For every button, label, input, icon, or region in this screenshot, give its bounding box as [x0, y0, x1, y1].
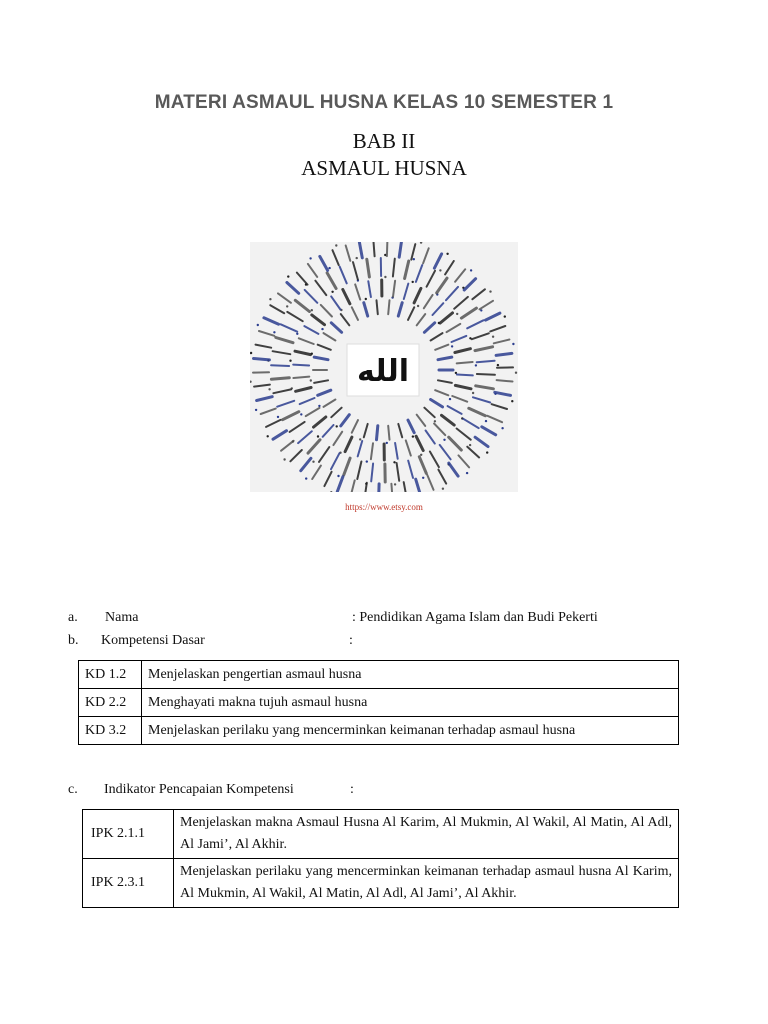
- kompetensi-dasar-table: [78, 660, 679, 745]
- calligraphy-stroke: [477, 374, 495, 375]
- calligraphy-dot: [317, 435, 319, 437]
- table-row: [79, 717, 679, 745]
- section-a-value: : Pendidikan Agama Islam dan Budi Pekerti: [352, 610, 598, 625]
- kd-code: KD 2.2: [79, 689, 142, 717]
- kd-code: KD 1.2: [79, 661, 142, 689]
- calligraphy-dot: [287, 275, 289, 277]
- calligraphy-dot: [512, 343, 514, 345]
- calligraphy-dot: [449, 398, 451, 400]
- calligraphy-dot: [257, 324, 259, 326]
- calligraphy-stroke: [379, 484, 380, 492]
- calligraphy-dot: [312, 461, 314, 463]
- calligraphy-dot: [475, 364, 477, 366]
- calligraphy-dot: [443, 439, 445, 441]
- indikator-table: [82, 809, 679, 908]
- calligraphy-stroke: [457, 375, 473, 376]
- calligraphy-dot: [394, 483, 396, 485]
- calligraphy-dot: [497, 364, 499, 366]
- section-b-letter: b.: [68, 633, 79, 648]
- kd-description: Menghayati makna tujuh asmaul husna: [142, 689, 679, 717]
- calligraphy-dot: [366, 460, 368, 462]
- calligraphy-dot: [422, 477, 424, 479]
- calligraphy-spiral: [250, 242, 518, 492]
- calligraphy-stroke: [477, 361, 495, 362]
- calligraphy-dot: [300, 413, 302, 415]
- calligraphy-dot: [269, 298, 271, 300]
- calligraphy-stroke: [271, 378, 289, 379]
- section-c-label: Indikator Pencapaian Kompetensi: [104, 782, 294, 797]
- calligraphy-dot: [393, 461, 395, 463]
- calligraphy-dot: [469, 444, 471, 446]
- calligraphy-dot: [413, 258, 415, 260]
- section-a-letter: a.: [68, 610, 78, 625]
- calligraphy-dot: [328, 267, 330, 269]
- calligraphy-dot: [515, 372, 517, 374]
- calligraphy-dot: [250, 352, 252, 354]
- calligraphy-dot: [356, 257, 358, 259]
- calligraphy-stroke: [271, 365, 289, 366]
- calligraphy-dot: [283, 458, 285, 460]
- calligraphy-dot: [273, 331, 275, 333]
- calligraphy-stroke: [293, 365, 309, 366]
- calligraphy-dot: [384, 276, 386, 278]
- calligraphy-dot: [501, 427, 503, 429]
- section-a-label: Nama: [105, 610, 139, 625]
- calligraphy-dot: [466, 472, 468, 474]
- calligraphy-dot: [310, 379, 312, 381]
- calligraphy-stroke: [254, 359, 270, 360]
- calligraphy-dot: [504, 315, 506, 317]
- calligraphy-dot: [255, 409, 257, 411]
- calligraphy-dot: [386, 442, 388, 444]
- chapter-number: BAB II: [352, 129, 416, 153]
- calligraphy-dot: [318, 405, 320, 407]
- calligraphy-dot: [321, 328, 323, 330]
- calligraphy-dot: [286, 305, 288, 307]
- calligraphy-stroke: [388, 300, 389, 314]
- ipk-code: IPK 2.3.1: [83, 859, 174, 908]
- section-c-colon: :: [350, 782, 354, 797]
- section-b-label: Kompetensi Dasar: [101, 633, 205, 648]
- table-row: [83, 859, 679, 908]
- calligraphy-dot: [337, 475, 339, 477]
- section-c-letter: c.: [68, 782, 78, 797]
- calligraphy-dot: [311, 309, 313, 311]
- calligraphy-stroke: [388, 426, 389, 440]
- calligraphy-dot: [267, 435, 269, 437]
- calligraphy-stroke: [387, 242, 388, 256]
- table-row: [79, 661, 679, 689]
- calligraphy-dot: [439, 269, 441, 271]
- allah-calligraphy: الله: [357, 354, 409, 389]
- calligraphy-dot: [489, 290, 491, 292]
- calligraphy-dot: [485, 420, 487, 422]
- calligraphy-stroke: [293, 377, 309, 378]
- table-row: [79, 689, 679, 717]
- calligraphy-dot: [486, 451, 488, 453]
- calligraphy-stroke: [497, 380, 513, 381]
- calligraphy-dot: [336, 425, 338, 427]
- table-row: [83, 810, 679, 859]
- ipk-description: Menjelaskan perilaku yang mencerminkan keimanan terhadap asmaul husna Al Karim, Al Mukmin, Al Wakil, Al Matin, Al Adl, Al Jami’, Al Akhir.: [174, 859, 679, 908]
- section-b-colon: :: [349, 633, 353, 648]
- asmaul-husna-image: [250, 242, 518, 492]
- calligraphy-dot: [331, 291, 333, 293]
- kd-description: Menjelaskan perilaku yang mencerminkan keimanan terhadap asmaul husna: [142, 717, 679, 745]
- kd-description: Menjelaskan pengertian asmaul husna: [142, 661, 679, 689]
- calligraphy-dot: [309, 257, 311, 259]
- calligraphy-dot: [289, 360, 291, 362]
- calligraphy-dot: [511, 400, 513, 402]
- calligraphy-dot: [442, 488, 444, 490]
- calligraphy-dot: [365, 298, 367, 300]
- calligraphy-dot: [434, 420, 436, 422]
- calligraphy-stroke: [496, 353, 512, 355]
- calligraphy-dot: [277, 416, 279, 418]
- ipk-code: IPK 2.1.1: [83, 810, 174, 859]
- chapter-title: ASMAUL HUSNA: [301, 156, 467, 180]
- calligraphy-dot: [412, 435, 414, 437]
- calligraphy-dot: [470, 269, 472, 271]
- calligraphy-dot: [417, 305, 419, 307]
- calligraphy-dot: [296, 333, 298, 335]
- calligraphy-dot: [305, 477, 307, 479]
- calligraphy-dot: [492, 336, 494, 338]
- calligraphy-dot: [268, 388, 270, 390]
- calligraphy-stroke: [391, 484, 392, 492]
- calligraphy-dot: [472, 392, 474, 394]
- document-title: MATERI ASMAUL HUSNA KELAS 10 SEMESTER 1: [154, 92, 614, 113]
- calligraphy-stroke: [457, 362, 473, 363]
- calligraphy-dot: [412, 281, 414, 283]
- calligraphy-stroke: [377, 426, 378, 440]
- calligraphy-dot: [456, 313, 458, 315]
- ipk-description: Menjelaskan makna Asmaul Husna Al Karim, Al Mukmin, Al Wakil, Al Matin, Al Adl, Al Jami’, Al Akhir.: [174, 810, 679, 859]
- calligraphy-dot: [451, 345, 453, 347]
- calligraphy-dot: [359, 438, 361, 440]
- calligraphy-dot: [335, 244, 337, 246]
- image-source-link[interactable]: https://www.etsy.com: [345, 502, 423, 512]
- calligraphy-stroke: [373, 242, 374, 256]
- calligraphy-dot: [446, 253, 448, 255]
- kd-code: KD 3.2: [79, 717, 142, 745]
- calligraphy-stroke: [377, 300, 378, 314]
